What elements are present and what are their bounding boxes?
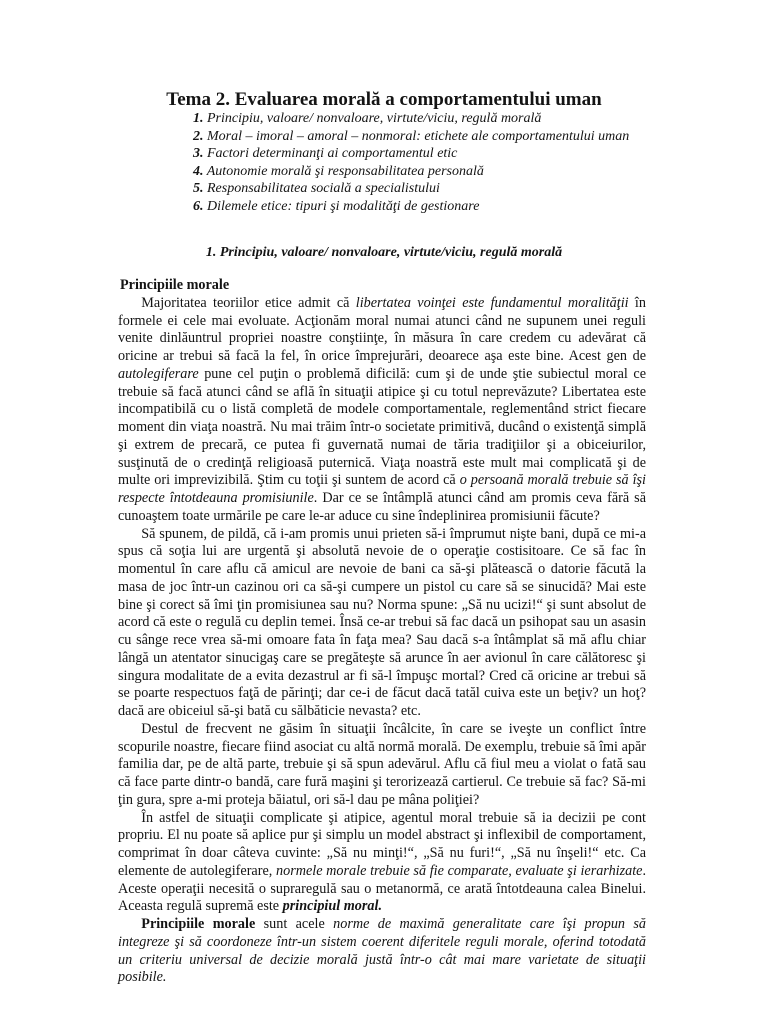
text-run: . Dar ce se întâmplă atunci când am promis ceva fără să cunoaştem toate urmările pe care le-ar aduce cu sine îndeplinirea promisiunii făcute? <box>118 490 647 524</box>
emphasis: normele morale trebuie să fie comparate, evaluate şi ierarhizate <box>276 862 643 879</box>
toc-item-5 <box>193 180 663 198</box>
body-text <box>118 277 646 987</box>
toc-number: 3. <box>193 146 204 162</box>
emphasis: o persoană morală trebuie să îşi respecte întotdeauna promisiunile <box>118 472 646 506</box>
paragraph-1 <box>118 295 646 526</box>
toc-text: Factori determinanţi ai comportamentul etic <box>207 146 458 162</box>
section-heading: 1. Principiu, valoare/ nonvaloare, virtute/viciu, regulă morală <box>205 245 563 260</box>
text-run: În astfel de situaţii complicate şi atipice, agentul moral trebuie să ia decizii pe cont propriu. El nu poate să aplice pur şi simplu un model abstract şi inflexibil de comportament, comprimat în doar câteva cuvinte: „Să nu minţi!“, „Să nu furi!“, „Să nu înşeli!“ etc. Ca elemente de autolegiferare, <box>118 809 646 879</box>
toc-text: Moral – imoral – amoral – nonmoral: etichete ale comportamentului uman <box>207 128 630 144</box>
toc-item-2 <box>193 128 663 146</box>
toc-number: 1. <box>193 111 204 126</box>
toc-text: Responsabilitatea socială a specialistului <box>207 181 440 197</box>
strong-term: Principiile morale <box>141 916 256 932</box>
toc-item-1 <box>193 110 663 128</box>
toc-item-3 <box>193 145 663 163</box>
text-run: Destul de frecvent ne găsim în situaţii încâlcite, în care se iveşte un conflict între scopurile noastre, fiecare fiind asociat cu altă normă morală. De exemplu, trebuie să îmi apăr familia dar, pe de altă parte, trebuie şi să spun adevărul. Aflu că fiul meu a violat o fată sau că face parte dintr-o bandă, care fură maşini şi terorizează cartierul. Ce trebuie să fac? Să-mi ţin gura, spre a-mi proteja băiatul, ori să-l dau pe mâna poliţiei? <box>118 720 646 808</box>
text-run: Majoritatea teoriilor etice admit că <box>141 294 356 311</box>
document-title: Tema 2. Evaluarea morală a comportamentului uman <box>166 89 602 110</box>
paragraph-5 <box>118 916 646 987</box>
toc-text: Autonomie morală şi responsabilitatea personală <box>206 163 484 179</box>
toc-number: 2. <box>193 128 204 144</box>
text-run: pune cel puţin o problemă dificilă: cum şi de unde ştie subiectul moral ce trebuie să facă atunci când se află în situaţii atipice şi cu totul neprevăzute? Libertatea este incompatibilă cu o listă completă de modele comportamentale, reglementând strict fiecare moment din viaţa noastră. Nu mai trăim într-o societate primitivă, ducând o existenţă simplă şi extrem de precară, ce putea fi guvernată numai de tăria tradiţiilor şi a obiceiurilor, susţinută de o credinţă religioasă puternică. Viaţa noastră este mult mai complicată şi de multe ori imprevizibilă. Ştim cu toţii şi suntem de acord că <box>118 365 646 489</box>
toc-text: Principiu, valoare/ nonvaloare, virtute/viciu, regulă morală <box>207 111 542 126</box>
toc-text: Dilemele etice: tipuri şi modalităţi de gestionare <box>207 198 480 214</box>
paragraph-2 <box>118 526 646 721</box>
emphasis: norme de maximă generalitate care îşi propun să integreze şi să coordoneze într-un sistem coerent diferitele reguli morale, oferind totodată un criteriu universal de decizie morală justă într-o cât mai mare varietate de situaţii posibile. <box>118 916 647 986</box>
toc-number: 4. <box>193 163 204 179</box>
table-of-contents <box>193 110 663 216</box>
toc-item-4 <box>193 163 663 181</box>
text-run: sunt acele <box>255 916 334 932</box>
text-run: Să spunem, de pildă, că i-am promis unui prieten să-i împrumut nişte bani, după ce mi-a spus că soţia lui are urgentă şi absolută nevoie de o operaţie costisitoare. Ce să fac în momentul în care aflu că amicul are nevoie de bani ca să-şi plătească o datorie făcută la masa de joc într-un cazinou ori ca să-şi cumpere un pistol cu care să se sinucidă? Mai este bine şi corect să îmi ţin promisiunea sau nu? Norma spune: „Să nu ucizi!“ şi sunt absolut de acord că este o regulă cu deplin temei. Însă ce-ar trebui să fac dacă un psihopat sau un asasin cu sânge rece vrea să-mi omoare fata în faţa mea? Sau dacă s-a întâmplat să mă aflu chiar lângă un atentator sinucigaş care se pregăteşte să arunce în aer avionul în care călătoresc şi singura modalitate de a evita dezastrul ar fi să-l împuşc mortal? Cred că oricine ar trebui să se poarte respectuos faţă de părinţi; dar ce-i de făcut dacă tatăl cuiva este un beţiv? un hoţ? dacă are obiceiul să-şi bată cu sălbăticie nevasta? etc. <box>118 525 646 719</box>
paragraph-4 <box>118 810 646 917</box>
toc-number: 5. <box>193 181 204 197</box>
toc-item-6 <box>193 198 663 216</box>
subheading: Principiile morale <box>120 277 230 293</box>
emphasis: libertatea voinţei este fundamentul moralităţii <box>355 294 629 311</box>
emphasis: autolegiferare <box>118 365 199 382</box>
text-run: în formele ei cele mai evoluate. Acţionăm moral numai atunci când ne supunem unei reguli venite dinlăuntrul propriei noastre conştiinţe, în măsura în care credem cu adevărat că oricine ar trebui să facă la fel, în orice împrejurări, deoarece aşa este bine. Acest gen de <box>118 294 646 364</box>
emphasis-strong: principiul moral. <box>282 898 382 915</box>
toc-number: 6. <box>193 198 204 214</box>
paragraph-3 <box>118 721 646 810</box>
text-run: . Aceste operaţii necesită o supraregulă sau o metanormă, ce arată întotdeauna calea Binelui. Aceasta regulă supremă este <box>118 862 647 915</box>
